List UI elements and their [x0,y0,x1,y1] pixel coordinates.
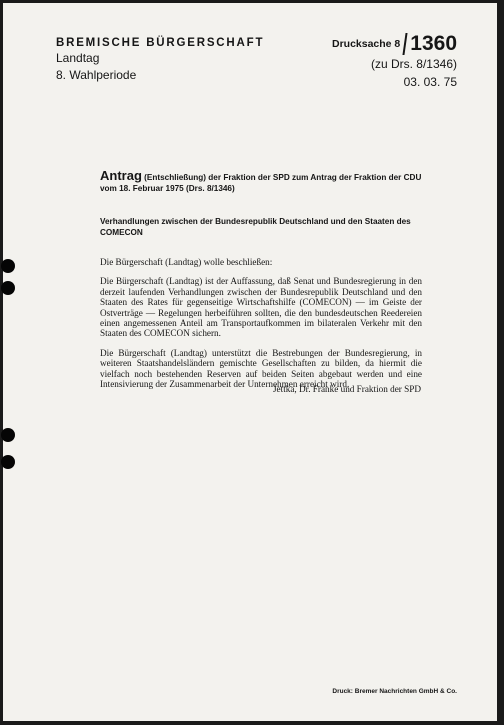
motion-title: Antrag [100,168,142,183]
reference: (zu Drs. 8/1346) [370,57,457,71]
chamber-name: Landtag [56,51,100,65]
punch-hole [1,428,15,442]
motion-heading [100,170,430,194]
document-label: Drucksache 8 [331,38,401,50]
paragraph-1: Die Bürgerschaft (Landtag) ist der Auffassung, daß Senat und Bundesregierung in den derzeit laufenden Verhandlungen zwischen der Bundesrepublik Deutschland und den Staaten des Rates für gegenseitige Wirtschaftshilfe (COMECON) — im Geiste der Ostverträge — Regelungen herbeiführen sollten, die den bundesdeutschen Reedereien einen angemessenen Anteil am Transportaufkommen im bilateralen Verkehr mit den Staaten des COMECON sichern. [100,276,422,339]
document-id-block [332,33,457,89]
punch-hole [1,259,15,273]
motion-line-1: (Entschließung) der Fraktion der SPD zum Antrag der Fraktion der CDU [144,173,422,182]
paragraph-2: Die Bürgerschaft (Landtag) unterstützt die Bestrebungen der Bundesregierung, in weiteren Staatshandelsländern gemischte Gesellschaften zu bilden, da hiermit die vielfach noch bestehenden Reserven auf beiden Seiten abgebaut werden und eine Intensivierung der Zusammenarbeit der Unternehmen erreicht wird. [100,347,422,390]
issuer-block [56,37,264,83]
intro-paragraph: Die Bürgerschaft (Landtag) wolle beschließen: [100,257,273,267]
divider [403,33,408,55]
legislative-period: 8. Wahlperiode [56,68,137,82]
parliament-name: BREMISCHE BÜRGERSCHAFT [56,37,265,49]
punch-hole [1,281,15,295]
motion-line-2: vom 18. Februar 1975 (Drs. 8/1346) [100,184,235,193]
printer-imprint: Druck: Bremer Nachrichten GmbH & Co. [332,688,457,695]
motion-body [100,257,422,398]
punch-hole [1,455,15,469]
document-number: 1360 [410,32,457,55]
document-date: 03. 03. 75 [403,75,457,89]
motion-subject: Verhandlungen zwischen der Bundesrepublik Deutschland und den Staaten des COMECON [100,217,411,237]
document-page [3,3,497,721]
signature: Jettka, Dr. Franke und Fraktion der SPD [272,384,421,394]
